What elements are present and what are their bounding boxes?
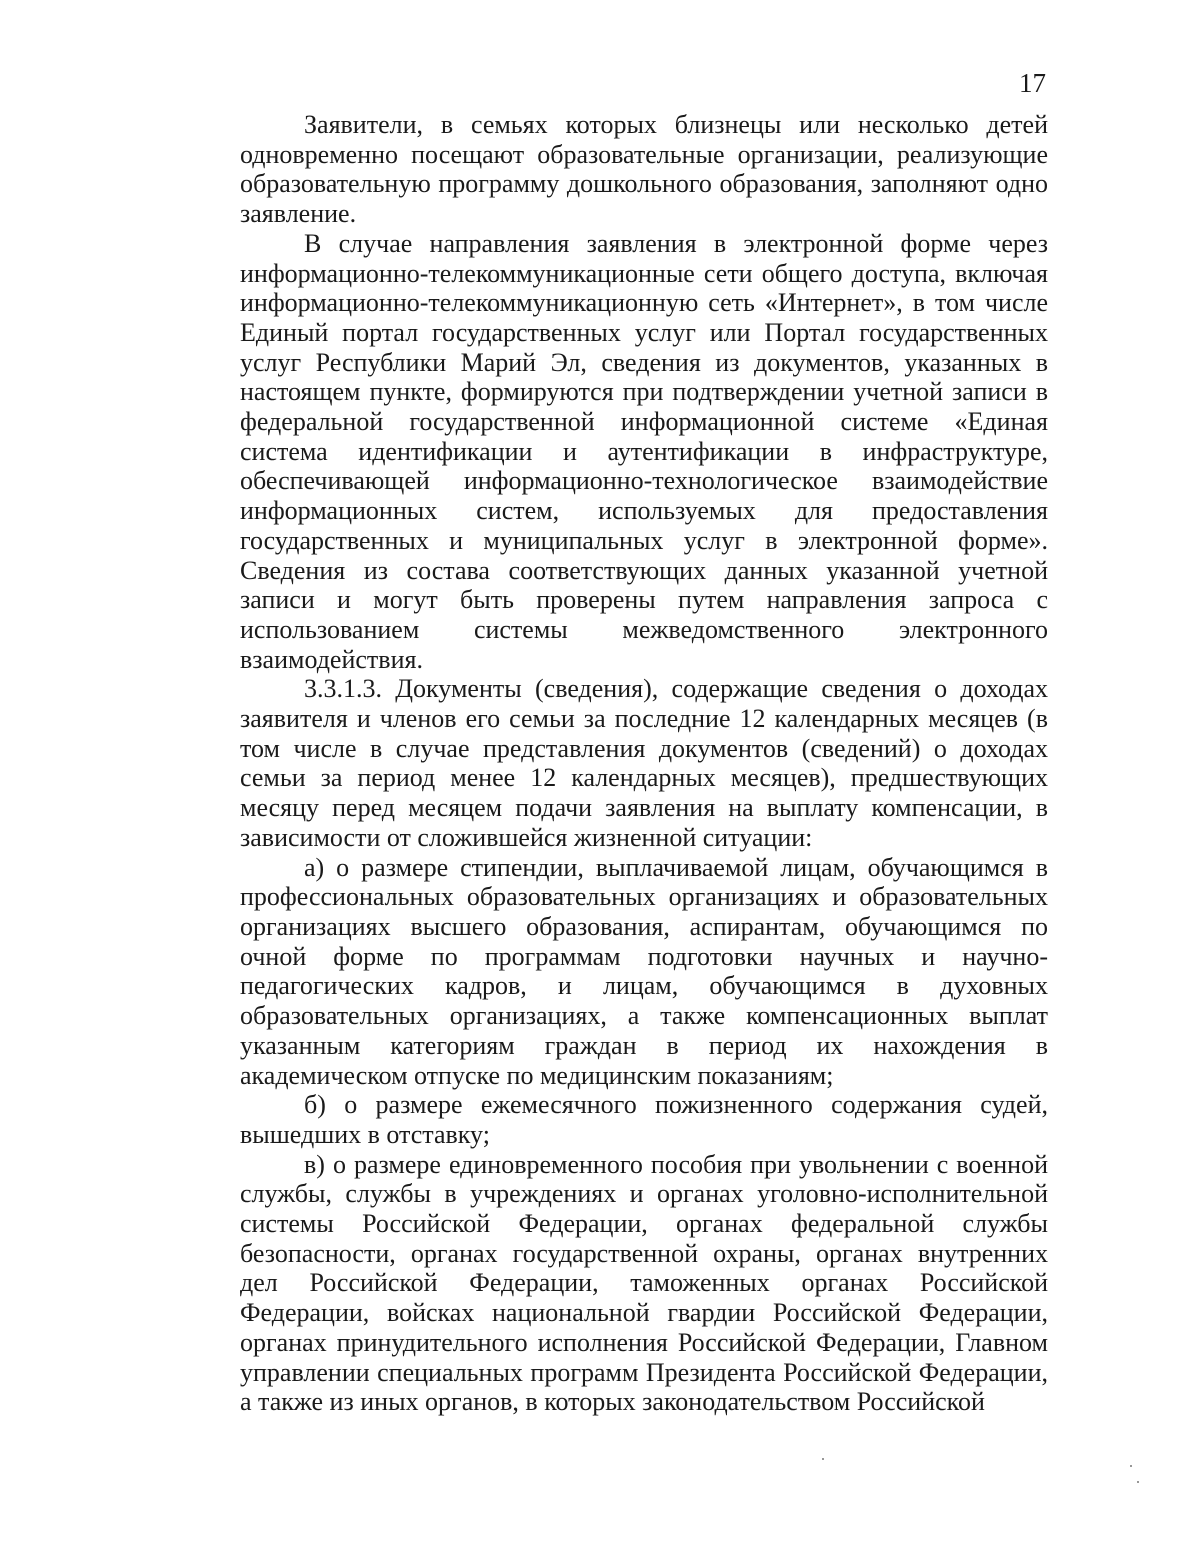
scan-speck xyxy=(822,1458,824,1460)
paragraph-item-v-dismissal-allowance: в) о размере единовременного пособия при увольнении с военной службы, службы в учреждениях и органах уголовно-исполнительной системы Российской Федерации, органах федеральной службы безопасности, органах государственной охраны, органах внутренних дел Российской Федерации, таможенных органах Российской Федерации, войсках национальной гвардии Российской Федерации, органах принудительного исполнения Российской Федерации, Главном управлении специальных программ Президента Российской Федерации, а также из иных органов, в которых законодательством Российской xyxy=(240,1149,1048,1417)
paragraph-item-a-scholarship: а) о размере стипендии, выплачиваемой лицам, обучающимся в профессиональных образовательных организациях и образовательных организациях высшего образования, аспирантам, обучающимся по очной форме по программам подготовки научных и научно-педагогических кадров, и лицам, обучающимся в духовных образовательных организациях, а также компенсационных выплат указанным категориям граждан в период их нахождения в академическом отпуске по медицинским показаниям; xyxy=(240,852,1048,1090)
paragraph-electronic-application: В случае направления заявления в электронной форме через информационно-телекоммуникационные сети общего доступа, включая информационно-телекоммуникационную сеть «Интернет», в том числе Единый портал государственных услуг или Портал государственных услуг Республики Марий Эл, сведения из документов, указанных в настоящем пункте, формируются при подтверждении учетной записи в федеральной государственной информационной системе «Единая система идентификации и аутентификации в инфраструктуре, обеспечивающей информационно-технологическое взаимодействие информационных систем, используемых для предоставления государственных и муниципальных услуг в электронной форме». Сведения из состава соответствующих данных указанной учетной записи и могут быть проверены путем направления запроса с использованием системы межведомственного электронного взаимодействия. xyxy=(240,228,1048,674)
paragraph-item-b-judges: б) о размере ежемесячного пожизненного содержания судей, вышедших в отставку; xyxy=(240,1090,1048,1149)
paragraph-income-documents: 3.3.1.3. Документы (сведения), содержащие сведения о доходах заявителя и членов его семьи за последние 12 календарных месяцев (в том числе в случае представления документов (сведений) о доходах семьи за период менее 12 календарных месяцев), предшествующих месяцу перед месяцем подачи заявления на выплату компенсации, в зависимости от сложившейся жизненной ситуации: xyxy=(240,674,1048,852)
page-number: 17 xyxy=(1019,68,1046,98)
body-text xyxy=(240,110,1048,1417)
paragraph-twins-application: Заявители, в семьях которых близнецы или несколько детей одновременно посещают образовательные организации, реализующие образовательную программу дошкольного образования, заполняют одно заявление. xyxy=(240,110,1048,229)
scan-speck xyxy=(1137,1481,1139,1483)
scan-speck xyxy=(1130,1465,1132,1467)
